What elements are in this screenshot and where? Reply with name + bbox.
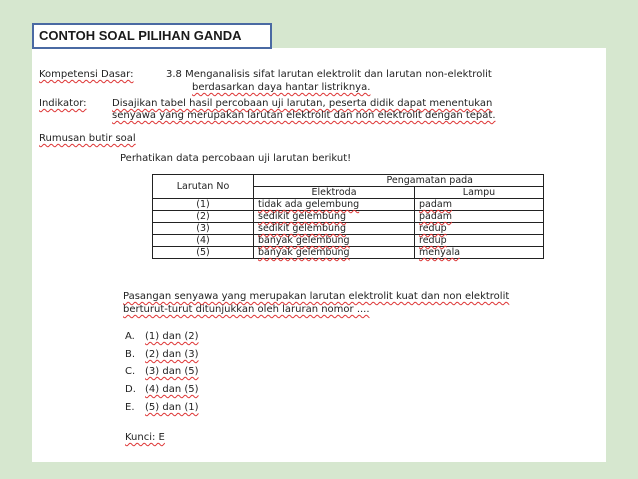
header-lampu: Lampu [415,187,544,199]
cell-no: (3) [153,223,254,235]
cell-lampu: padam [415,199,544,211]
cell-no: (5) [153,247,254,259]
option-letter: B. [125,349,136,360]
option-letter: A. [125,331,135,342]
observation-table [152,174,544,259]
slide-title: CONTOH SOAL PILIHAN GANDA [32,23,272,49]
indikator-line1: Disajikan tabel hasil percobaan uji larutan, peserta didik dapat menentukan [112,98,493,109]
table-row [153,235,544,247]
option-letter: E. [125,402,135,413]
table-header-row [153,175,544,187]
header-larutan: Larutan No [153,175,254,199]
cell-elektroda: sedikit gelembung [254,223,415,235]
indikator-line2: senyawa yang merupakan larutan elektrolit dan non elektrolit dengan tepat. [112,110,496,121]
cell-no: (2) [153,211,254,223]
option-letter: D. [125,384,136,395]
option-text: (4) dan (5) [145,384,199,395]
table-row [153,247,544,259]
option-d[interactable] [125,383,199,396]
indikator-label: Indikator: [39,98,87,109]
option-text: (3) dan (5) [145,366,199,377]
cell-elektroda: banyak gelembung [254,247,415,259]
kompetensi-label: Kompetensi Dasar: [39,69,134,80]
header-pengamatan: Pengamatan pada [254,175,544,187]
cell-elektroda: sedikit gelembung [254,211,415,223]
document-page [32,48,606,462]
option-b[interactable] [125,348,199,361]
option-text: (5) dan (1) [145,402,199,413]
option-letter: C. [125,366,136,377]
option-e[interactable] [125,401,199,414]
option-a[interactable] [125,330,199,343]
kompetensi-line2: berdasarkan daya hantar listriknya. [192,82,371,93]
cell-lampu: padam [415,211,544,223]
intro-text: Perhatikan data percobaan uji larutan berikut! [120,153,352,164]
cell-elektroda: banyak gelembung [254,235,415,247]
option-c[interactable] [125,365,199,378]
question-line2: berturut-turut ditunjukkan oleh laruran nomor .... [123,304,370,315]
answer-key: Kunci: E [125,432,165,443]
question-line1: Pasangan senyawa yang merupakan larutan elektrolit kuat dan non elektrolit [123,291,510,302]
cell-lampu: redup [415,223,544,235]
kompetensi-line1: 3.8 Menganalisis sifat larutan elektrolit dan larutan non-elektrolit [166,69,492,80]
table-row [153,211,544,223]
option-text: (1) dan (2) [145,331,199,342]
cell-no: (1) [153,199,254,211]
cell-lampu: redup [415,235,544,247]
cell-lampu: menyala [415,247,544,259]
header-elektroda: Elektroda [254,187,415,199]
cell-no: (4) [153,235,254,247]
rumusan-label: Rumusan butir soal [39,133,136,144]
table-row [153,223,544,235]
cell-elektroda: tidak ada gelembung [254,199,415,211]
option-text: (2) dan (3) [145,349,199,360]
table-row [153,199,544,211]
